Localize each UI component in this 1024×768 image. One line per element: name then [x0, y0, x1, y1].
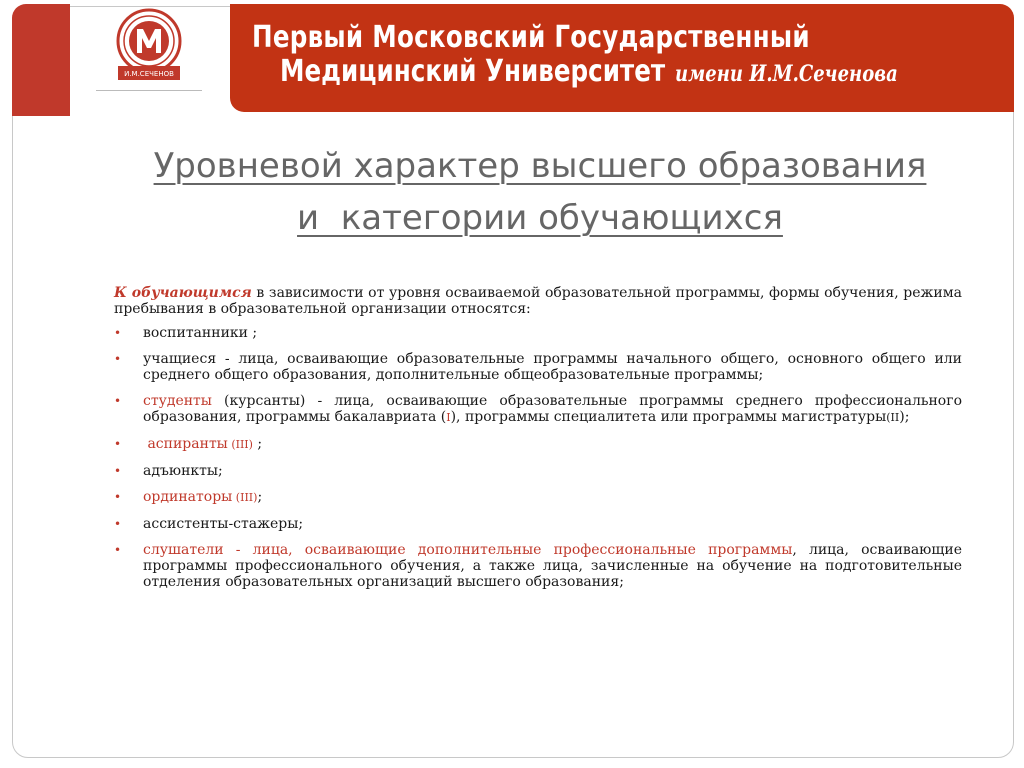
bullet-icon: • — [114, 352, 122, 366]
bullet-icon: • — [114, 517, 122, 531]
bullet-icon: • — [114, 490, 122, 504]
level-mark: (II — [886, 411, 900, 424]
item-text: (курсанты) - лица, осваивающие образовательные программы среднего профессионального образования, программы бакалавриата ( — [143, 393, 962, 425]
university-seal-icon — [96, 4, 202, 90]
intro-paragraph — [114, 285, 962, 317]
item-text: , лица, осваивающие программы профессионального обучения, а также лица, зачисленные на обучение на подготовительные отделения образовательных организаций высшего образования; — [143, 542, 962, 590]
bullet-icon: • — [114, 543, 122, 557]
university-name-line2 — [280, 54, 898, 89]
university-logo — [96, 4, 202, 91]
slide-title — [110, 140, 970, 244]
title-line1: Уровневой характер высшего образования — [153, 146, 927, 186]
list-item — [114, 393, 962, 426]
university-name-main: Медицинский Университет — [280, 54, 666, 89]
university-name-line1: Первый Московский Государственный — [252, 20, 810, 55]
list-item — [114, 516, 962, 532]
item-term: ординаторы — [143, 489, 233, 505]
bullet-icon: • — [114, 394, 122, 408]
logo-label: И.М.СЕЧЕНОВ — [124, 70, 174, 78]
list-item — [114, 489, 962, 506]
item-text: ); — [899, 409, 910, 425]
bullet-icon: • — [114, 437, 122, 451]
intro-lead: К обучающимся — [114, 285, 252, 301]
slide-content — [114, 285, 962, 600]
item-text: учащиеся - лица, осваивающие образовательные программы начального общего, основного общего или среднего общего образования, дополнительные общеобразовательные программы; — [143, 351, 962, 383]
header-accent-block — [12, 4, 70, 116]
item-text: ), программы специалитета или программы магистратуры — [450, 409, 887, 425]
level-mark: (III) — [227, 438, 253, 451]
level-mark: (III) — [232, 491, 258, 504]
item-term: аспиранты — [143, 436, 228, 452]
item-text: ассистенты-стажеры; — [143, 516, 304, 532]
list-item — [114, 325, 962, 341]
intro-text: в зависимости от уровня осваиваемой образовательной программы, формы обучения, режима пребывания в образовательной организации относятся: — [114, 285, 962, 317]
learner-category-list — [114, 325, 962, 590]
level-mark: I — [446, 411, 451, 424]
item-term: слушатели - лица, осваивающие дополнительные профессиональные программы — [143, 542, 793, 558]
item-text: воспитанники ; — [143, 325, 258, 341]
university-name-imeni: имени И.М.Сеченова — [674, 61, 898, 87]
bullet-icon: • — [114, 464, 122, 478]
list-item — [114, 542, 962, 590]
item-text: адъюнкты; — [143, 463, 223, 479]
item-text: ; — [257, 489, 263, 505]
list-item — [114, 351, 962, 383]
list-item — [114, 463, 962, 479]
list-item — [114, 436, 962, 453]
bullet-icon: • — [114, 326, 122, 340]
title-line2: и категории обучающихся — [297, 198, 783, 238]
item-text: ; — [252, 436, 263, 452]
item-term: студенты — [143, 393, 212, 409]
university-banner — [230, 4, 1014, 112]
